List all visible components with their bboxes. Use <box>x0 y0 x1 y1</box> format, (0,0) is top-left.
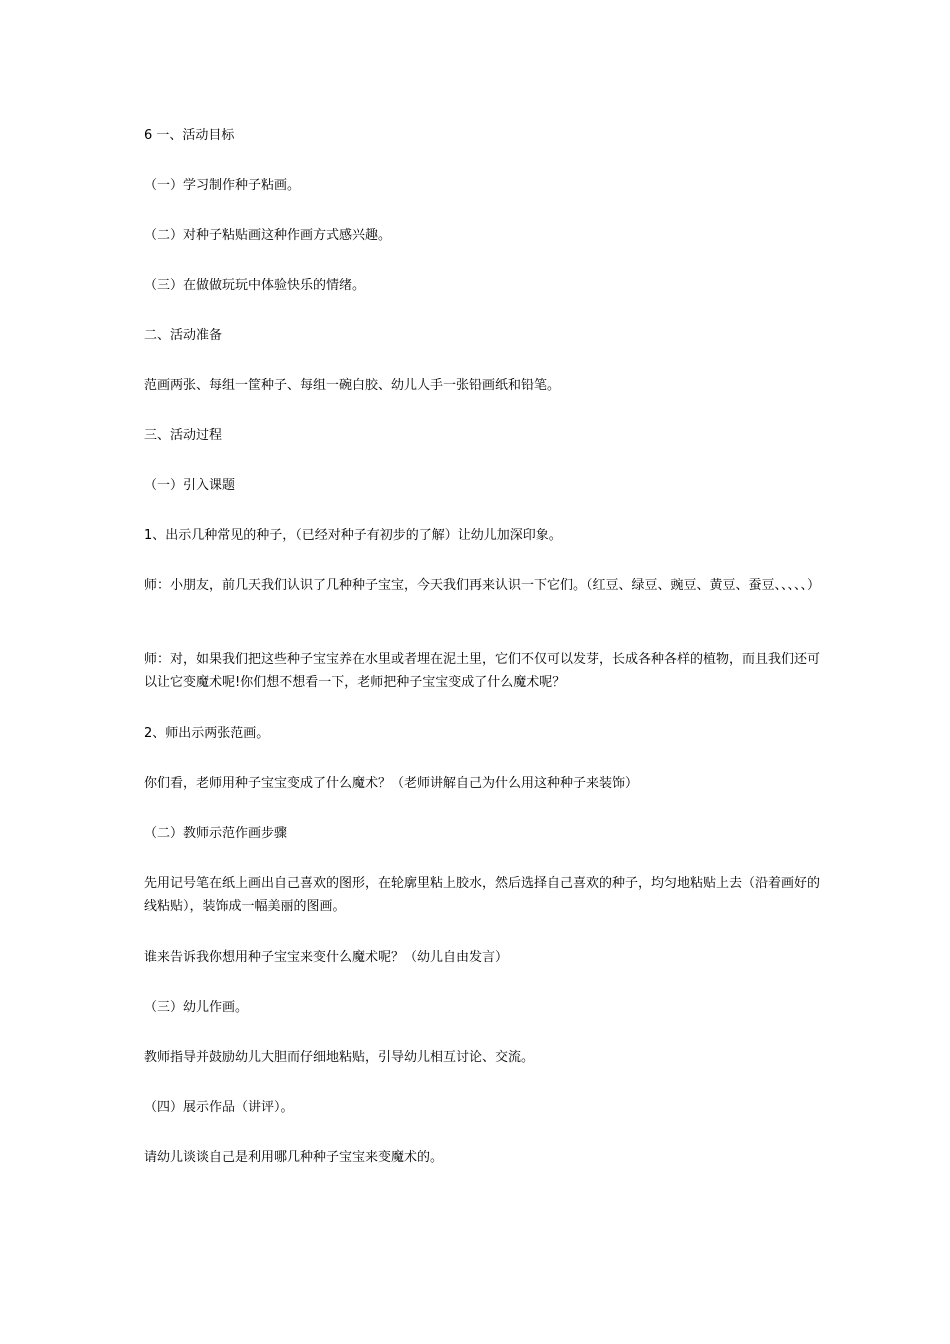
process-paragraph: 师：对，如果我们把这些种子宝宝养在水里或者埋在泥土里，它们不仅可以发芽，长成各种各样的植物，而且我们还可以让它变魔术呢!你们想不想看一下，老师把种子宝宝变成了什么魔术呢？ <box>144 652 821 690</box>
process-step-demo: （二）教师示范作画步骤 <box>144 826 288 841</box>
process-paragraph: 师：小朋友，前几天我们认识了几种种子宝宝，今天我们再来认识一下它们。（红豆、绿豆、豌豆、黄豆、蚕豆、、、、、） <box>144 578 821 593</box>
goal-item-2: （二）对种子粘贴画这种作画方式感兴趣。 <box>144 228 392 243</box>
process-step-intro: （一）引入课题 <box>144 478 236 493</box>
section-heading-process: 三、活动过程 <box>144 428 223 443</box>
process-paragraph: 1、出示几种常见的种子，（已经对种子有初步的了解）让幼儿加深印象。 <box>144 528 562 543</box>
process-paragraph: 教师指导并鼓励幼儿大胆而仔细地粘贴，引导幼儿相互讨论、交流。 <box>144 1050 535 1065</box>
process-paragraph: 请幼儿谈谈自己是利用哪几种种子宝宝来变魔术的。 <box>144 1150 444 1165</box>
process-paragraph: 2、师出示两张范画。 <box>144 726 270 741</box>
process-step-showcase: （四）展示作品（讲评）。 <box>144 1100 294 1115</box>
goal-item-3: （三）在做做玩玩中体验快乐的情绪。 <box>144 278 366 293</box>
process-step-drawing: （三）幼儿作画。 <box>144 1000 249 1015</box>
section-heading-goals: 6 一、活动目标 <box>144 128 235 143</box>
process-paragraph: 谁来告诉我你想用种子宝宝来变什么魔术呢？（幼儿自由发言） <box>144 950 509 965</box>
preparation-text: 范画两张、每组一筐种子、每组一碗白胶、幼儿人手一张铅画纸和铅笔。 <box>144 378 561 393</box>
goal-item-1: （一）学习制作种子粘画。 <box>144 178 301 193</box>
process-paragraph: 先用记号笔在纸上画出自己喜欢的图形，在轮廓里粘上胶水，然后选择自己喜欢的种子，均匀地粘贴上去（沿着画好的线粘贴），装饰成一幅美丽的图画。 <box>144 876 821 914</box>
process-paragraph: 你们看，老师用种子宝宝变成了什么魔术？（老师讲解自己为什么用这种种子来装饰） <box>144 776 639 791</box>
section-heading-preparation: 二、活动准备 <box>144 328 223 343</box>
